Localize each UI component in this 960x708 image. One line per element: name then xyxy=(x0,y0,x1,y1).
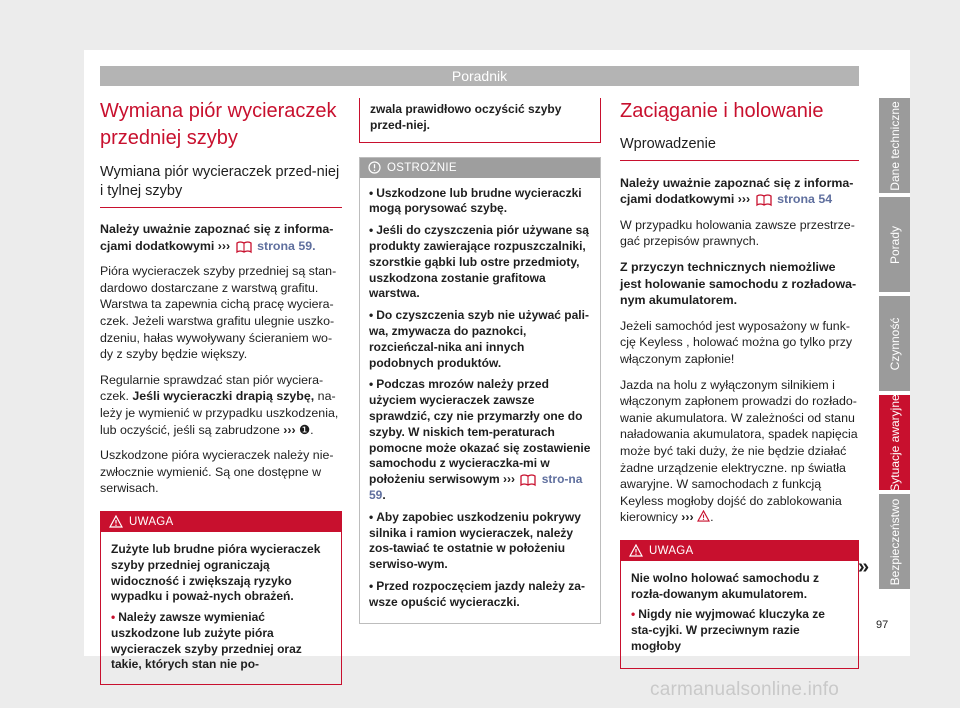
warning-text: Nie wolno holować samochodu z rozła-dowanym akumulatorem. xyxy=(631,570,820,601)
subsection-title: Wprowadzenie xyxy=(620,136,859,161)
page-reference-link[interactable]: stro-na 59 xyxy=(369,472,583,502)
tab-porady[interactable]: Porady xyxy=(879,197,910,292)
column-3 xyxy=(620,98,859,669)
caution-bullet: • Aby zapobiec uszkodzeniu pokrywy silnika i ramion wycieraczek, należy zos-tawiać te ostatnie w położeniu serwiso-wym. xyxy=(369,509,581,572)
section-title: Zaciąganie i holowanie xyxy=(620,100,824,122)
paragraph: Regularnie sprawdzać stan piór wyciera-czek. Jeśli wycieraczki drapią szybę, na-leży je wymienić w przypadku uszkodzenia, lub oczyścić, jeśli są zabrudzone ››› ❶. xyxy=(100,372,339,437)
caution-box xyxy=(359,157,601,624)
paragraph: Jeżeli samochód jest wyposażony w funk-cję Keyless , holować można go tylko przy włączonym zapłonie! xyxy=(620,318,853,366)
paragraph: W przypadku holowania zawsze przestrze-gać przepisów prawnych. xyxy=(620,217,855,249)
caution-bullet: • Uszkodzone lub brudne wycieraczki mogą porysować szybę. xyxy=(369,185,582,216)
watermark: carmanualsonline.info xyxy=(650,679,840,700)
warning-triangle-icon xyxy=(697,510,710,522)
warning-bullet: • Należy zawsze wymieniać uszkodzone lub zużyte pióra wycieraczek szyby przedniej oraz takie, których stan nie po- xyxy=(111,610,302,672)
paragraph-bold: Z przyczyn technicznych niemożliwe jest holowanie samochodu z rozładowa-nym akumulatorem. xyxy=(620,259,857,308)
column-2 xyxy=(359,98,601,624)
warning-box xyxy=(620,540,859,669)
warning-header: UWAGA xyxy=(101,512,341,532)
tab-sytuacje-awaryjne[interactable]: Sytuacje awaryjne xyxy=(879,395,910,490)
reference-note: Należy uważnie zapoznać się z informa-cjami dodatkowymi ››› strona 54 xyxy=(620,175,854,207)
continue-icon: » xyxy=(858,556,870,578)
warning-triangle-icon xyxy=(629,544,643,557)
caution-bullet: • Podczas mrozów należy przed użyciem wycieraczek zawsze sprawdzić, czy nie przymarzły one do szyby. W niskich tem-peraturach pomocne może okazać się zostawienie samochodu z wycieraczka-mi w położeniu serwisowym ››› stro-na 59. xyxy=(369,377,591,502)
warning-triangle-icon xyxy=(109,515,123,528)
book-reference-icon xyxy=(236,240,252,254)
reference-note: Należy uważnie zapoznać się z informa-cjami dodatkowymi ››› strona 59. xyxy=(100,222,334,253)
book-reference-icon xyxy=(756,193,772,207)
column-1 xyxy=(100,98,342,685)
page-number: 97 xyxy=(876,619,889,631)
caution-bullet: • Przed rozpoczęciem jazdy należy za-wsze opuścić wycieraczki. xyxy=(369,578,585,609)
paragraph: Jazda na holu z wyłączonym silnikiem i włączonym zapłonem prowadzi do rozłado-wanie akumulatora. W zależności od stanu naładowania akumulatora, spadek napięcia może być taki duży, że nie będzie działać żadne urządzenie elektryczne. np światła awaryjne. W samochodach z funkcją Keyless mogłoby dojść do zablokowania kierownicy ››› . xyxy=(620,377,858,525)
paragraph: Uszkodzone pióra wycieraczek należy nie-zwłocznie wymienić. Są one dostępne w serwisach. xyxy=(100,448,334,496)
page-reference-link[interactable]: strona 59 xyxy=(257,238,313,253)
tab-dane-techniczne[interactable]: Dane techniczne xyxy=(879,98,910,193)
caution-circle-icon xyxy=(368,161,381,174)
book-reference-icon xyxy=(520,473,536,487)
subsection-title: Wymiana piór wycieraczek przed-niej i tylnej szyby xyxy=(100,163,342,208)
tab-bezpieczenstwo[interactable]: Bezpieczeństwo xyxy=(879,494,910,589)
warning-box xyxy=(100,511,342,685)
page-reference-link[interactable]: strona 54 xyxy=(777,192,833,207)
section-header: Poradnik xyxy=(100,66,859,86)
paragraph: Pióra wycieraczek szyby przedniej są stan-dardowo dostarczane z warstwą grafitu. Warstwa ta zapewnia cichą pracę wyciera-czek. Jeżeli warstwa grafitu ulegnie uszko-dzeniu, hałas wywoływany ścieraniem wo-dy z szyby będzie większy. xyxy=(100,264,337,362)
tab-czynnosc[interactable]: Czynność xyxy=(879,296,910,391)
caution-header: OSTROŻNIE xyxy=(360,158,600,178)
warning-text: Zużyte lub brudne pióra wycieraczek szyby przedniej ograniczają widoczność i zwiększają ryzyko wypadku i poważ-nych obrażeń. xyxy=(111,541,321,604)
section-title: Wymiana piór wycieraczek przedniej szyby xyxy=(100,100,337,149)
caution-bullet: • Do czyszczenia szyb nie używać pali-wa, zmywacza do paznokci, rozcieńczal-nika ani innych podobnych produktów. xyxy=(369,308,589,370)
caution-symbol: ❶ xyxy=(299,422,311,437)
warning-box-continuation: zwala prawidłowo oczyścić szyby przed-niej. xyxy=(359,98,601,143)
caution-bullet: • Jeśli do czyszczenia piór używane są produkty zawierające rozpuszczalniki, szorstkie gąbki lub ostre przedmioty, uszkodzona zostanie grafitowa warstwa. xyxy=(369,223,589,301)
warning-bullet: • Nigdy nie wyjmować kluczyka ze sta-cyjki. W przeciwnym razie mogłoby xyxy=(631,607,825,654)
warning-header: UWAGA xyxy=(621,541,858,561)
